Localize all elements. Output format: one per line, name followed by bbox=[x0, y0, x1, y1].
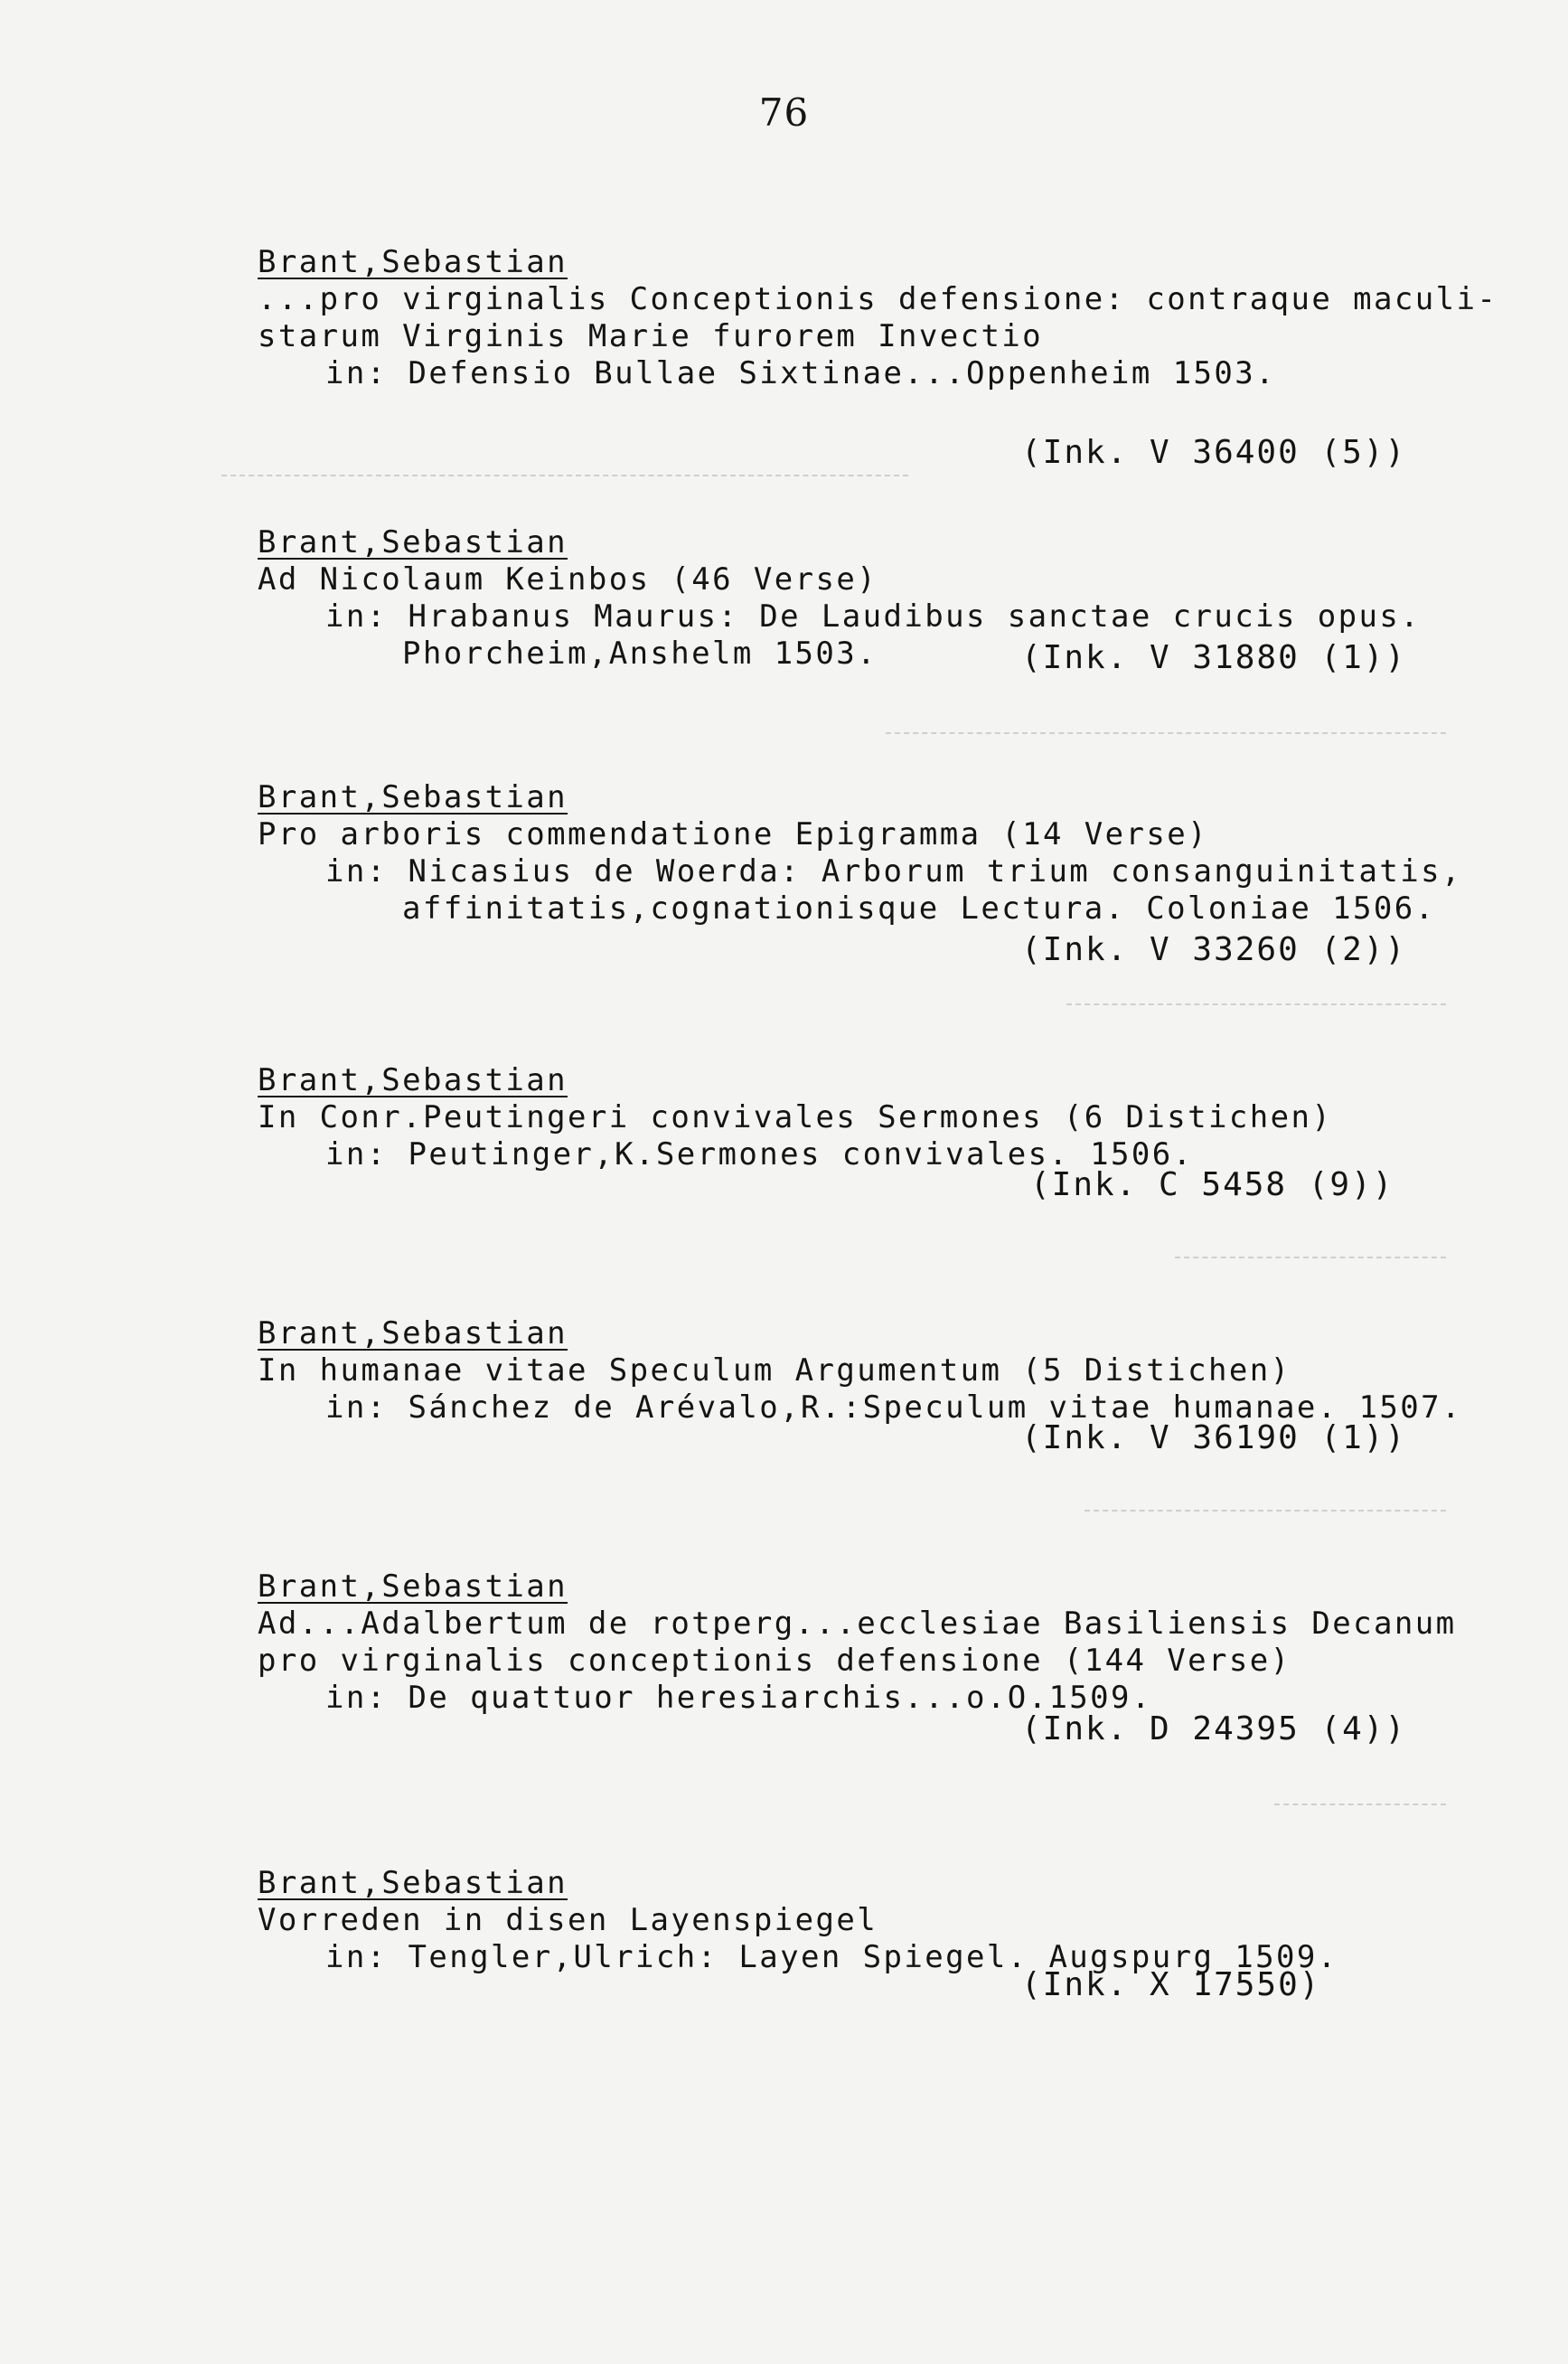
bleed-through-rule bbox=[886, 732, 1446, 734]
bibliography-entry bbox=[258, 244, 1498, 392]
entry-source-line: in: Tengler,Ulrich: Layen Spiegel. Augspurg 1509. bbox=[325, 1939, 1338, 1975]
entry-source-continuation: Phorcheim,Anshelm 1503. bbox=[402, 636, 878, 672]
bleed-through-rule bbox=[221, 475, 908, 476]
entry-reference: (Ink. V 36190 (1)) bbox=[1021, 1419, 1407, 1456]
entry-reference: (Ink. V 36400 (5)) bbox=[1021, 434, 1407, 471]
entry-source-line: in: Defensio Bullae Sixtinae...Oppenheim 1503. bbox=[325, 355, 1277, 391]
bleed-through-rule bbox=[1066, 1003, 1446, 1005]
bibliography-entry bbox=[258, 1568, 1457, 1717]
entry-title-line: starum Virginis Marie furorem Invectio bbox=[258, 318, 1044, 354]
entry-title-line: Vorreden in disen Layenspiegel bbox=[258, 1902, 878, 1938]
entry-reference: (Ink. C 5458 (9)) bbox=[1030, 1166, 1394, 1203]
bibliography-entry bbox=[258, 1865, 1432, 1976]
entry-reference: (Ink. V 31880 (1)) bbox=[1021, 639, 1407, 676]
entry-source-line: in: Hrabanus Maurus: De Laudibus sanctae crucis opus. bbox=[325, 598, 1422, 635]
entry-title-line: In Conr.Peutingeri convivales Sermones (6 Distichen) bbox=[258, 1099, 1333, 1135]
entry-reference: (Ink. D 24395 (4)) bbox=[1021, 1710, 1407, 1747]
entry-title-line: Ad...Adalbertum de rotperg...ecclesiae Basiliensis Decanum bbox=[258, 1606, 1457, 1642]
entry-source-line: in: Sánchez de Arévalo,R.:Speculum vitae humanae. 1507. bbox=[325, 1389, 1462, 1426]
entry-reference: (Ink. V 33260 (2)) bbox=[1021, 931, 1407, 968]
page-number: 76 bbox=[758, 90, 810, 135]
entry-title-line: Pro arboris commendatione Epigramma (14 Verse) bbox=[258, 816, 1209, 852]
entry-title-line: In humanae vitae Speculum Argumentum (5 Distichen) bbox=[258, 1352, 1291, 1389]
bibliography-entry bbox=[258, 1315, 1462, 1427]
entry-source-line: in: De quattuor heresiarchis...o.O.1509. bbox=[325, 1680, 1152, 1716]
entry-author: Brant,Sebastian bbox=[258, 1315, 568, 1352]
entry-author: Brant,Sebastian bbox=[258, 779, 568, 815]
entry-author: Brant,Sebastian bbox=[258, 1865, 568, 1901]
bibliography-entry bbox=[258, 1062, 1432, 1173]
entry-author: Brant,Sebastian bbox=[258, 244, 568, 280]
entry-source-line: in: Peutinger,K.Sermones convivales. 1506. bbox=[325, 1136, 1194, 1173]
entry-source-line: in: Nicasius de Woerda: Arborum trium consanguinitatis, bbox=[325, 853, 1462, 890]
bibliography-entry bbox=[258, 779, 1462, 928]
bleed-through-rule bbox=[1274, 1804, 1446, 1805]
entry-title-line: ...pro virginalis Conceptionis defensione: contraque maculi- bbox=[258, 281, 1498, 317]
entry-title-line: Ad Nicolaum Keinbos (46 Verse) bbox=[258, 561, 878, 598]
bleed-through-rule bbox=[1084, 1510, 1446, 1512]
bleed-through-rule bbox=[1175, 1257, 1446, 1258]
entry-reference: (Ink. X 17550) bbox=[1021, 1966, 1321, 2003]
entry-source-continuation: affinitatis,cognationisque Lectura. Coloniae 1506. bbox=[402, 890, 1436, 927]
entry-author: Brant,Sebastian bbox=[258, 1062, 568, 1098]
entry-title-line: pro virginalis conceptionis defensione (144 Verse) bbox=[258, 1643, 1291, 1679]
entry-author: Brant,Sebastian bbox=[258, 524, 568, 560]
entry-author: Brant,Sebastian bbox=[258, 1568, 568, 1605]
